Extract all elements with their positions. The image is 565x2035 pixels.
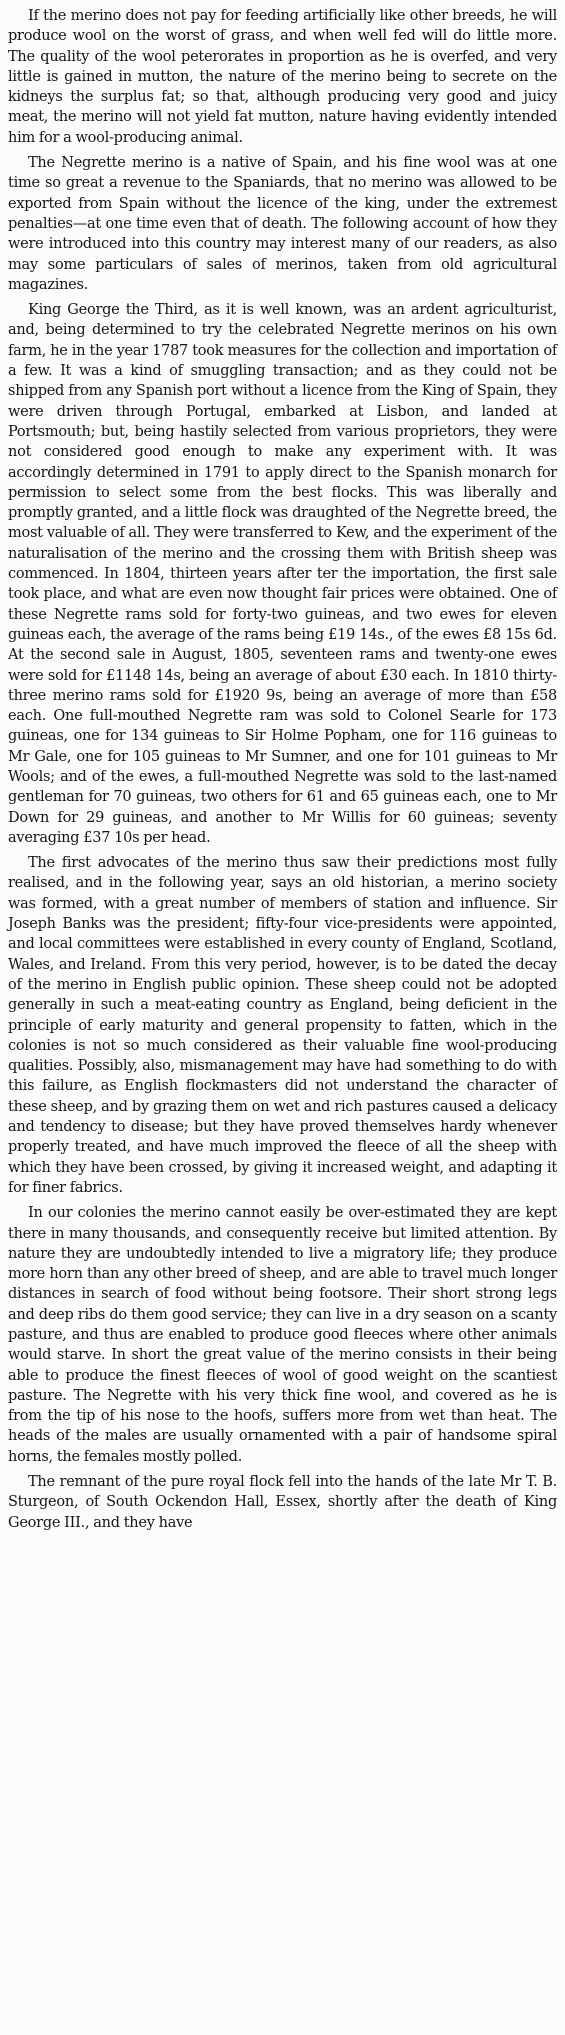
paragraph-negrette-origin: The Negrette merino is a native of Spain, and his fine wool was at one time so great a revenue to the Spaniards, that no merino was allowed to be exported from Spain without the licence of the king, under the extremest penalties—at one time even that of death. The following account of how they were introduced into this country may interest many of our readers, as also may some particulars of sales of merinos, taken from old agricultural magazines. xyxy=(8,155,557,293)
paragraph-colonies: In our colonies the merino cannot easily be over-estimated they are kept there in many thousands, and consequently receive but limited attention. By nature they are undoubtedly intended to live a migratory life; they produce more horn than any other breed of sheep, and are able to travel much longer distances in search of food without being footsore. Their short strong legs and deep ribs do them good service; they can live in a dry season on a scanty pasture, and thus are enabled to produce good fleeces where other animals would starve. In short the great value of the merino consists in their being able to produce the finest fleeces of wool of good weight on the scantiest pasture. The Negrette with his very thick fine wool, and covered as he is from the tip of his nose to the hoofs, suffers more from wet than heat. The heads of the males are usually ornamented with a pair of handsome spiral horns, the females mostly polled. xyxy=(8,1205,557,1465)
paragraph-merino-feeding: If the merino does not pay for feeding artificially like other breeds, he will produce wool on the worst of grass, and when well fed will do little more. The quality of the wool peterorates in proportion as he is overfed, and very little is gained in mutton, the nature of the merino being to secrete on the kidneys the surplus fat; so that, although producing very good and juicy meat, the merino will not yield fat mutton, nature having evidently intended him for a wool-producing animal. xyxy=(8,8,557,146)
article-column xyxy=(8,6,557,1533)
paragraph-merino-society: The first advocates of the merino thus saw their predictions most fully realised, and in the following year, says an old historian, a merino society was formed, with a great number of members of station and influence. Sir Joseph Banks was the president; fifty-four vice-presidents were appointed, and local committees were established in every county of England, Scotland, Wales, and Ireland. From this very period, however, is to be dated the decay of the merino in English public opinion. These sheep could not be adopted generally in such a meat-eating country as England, being deficient in the principle of early maturity and general propensity to fatten, which in the colonies is not so much considered as their valuable fine wool-producing qualities. Possibly, also, mismanagement may have had something to do with this failure, as English flockmasters did not understand the character of these sheep, and by grazing them on wet and rich pastures caused a delicacy and tendency to disease; but they have proved themselves hardy whenever properly treated, and have much improved the fleece of all the sheep with which they have been crossed, by giving it increased weight, and adapting it for finer fabrics. xyxy=(8,855,557,1196)
paragraph-royal-flock: The remnant of the pure royal flock fell into the hands of the late Mr T. B. Sturgeon, of South Ockendon Hall, Essex, shortly after the death of King George III., and they have xyxy=(8,1474,557,1531)
paragraph-king-george-import: King George the Third, as it is well known, was an ardent agriculturist, and, being determined to try the celebrated Negrette merinos on his own farm, he in the year 1787 took measures for the collection and importation of a few. It was a kind of smuggling transaction; and as they could not be shipped from any Spanish port without a licence from the King of Spain, they were driven through Portugal, embarked at Lisbon, and landed at Portsmouth; but, being hastily selected from various proprietors, they were not considered good enough to make any experiment with. It was accordingly determined in 1791 to apply direct to the Spanish monarch for permission to select some from the best flocks. This was liberally and promptly granted, and a little flock was draughted of the Negrette breed, the most valuable of all. They were transferred to Kew, and the experiment of the naturalisation of the merino and the crossing them with British sheep was commenced. In 1804, thirteen years after ter the importation, the first sale took place, and what are even now thought fair prices were obtained. One of these Negrette rams sold for forty-two guineas, and two ewes for eleven guineas each, the average of the rams being £19 14s., of the ewes £8 15s 6d. At the second sale in August, 1805, seventeen rams and twenty-one ewes were sold for £1148 14s, being an average of about £30 each. In 1810 thirty-three merino rams sold for £1920 9s, being an average of more than £58 each. One full-mouthed Negrette ram was sold to Colonel Searle for 173 guineas, one for 134 guineas to Sir Holme Popham, one for 116 guineas to Mr Gale, one for 105 guineas to Mr Sumner, and one for 101 guineas to Mr Wools; and of the ewes, a full-mouthed Negrette was sold to the last-named gentleman for 70 guineas, two others for 61 and 65 guineas each, one to Mr Down for 29 guineas, and another to Mr Willis for 60 guineas; seventy averaging £37 10s per head. xyxy=(8,302,557,846)
